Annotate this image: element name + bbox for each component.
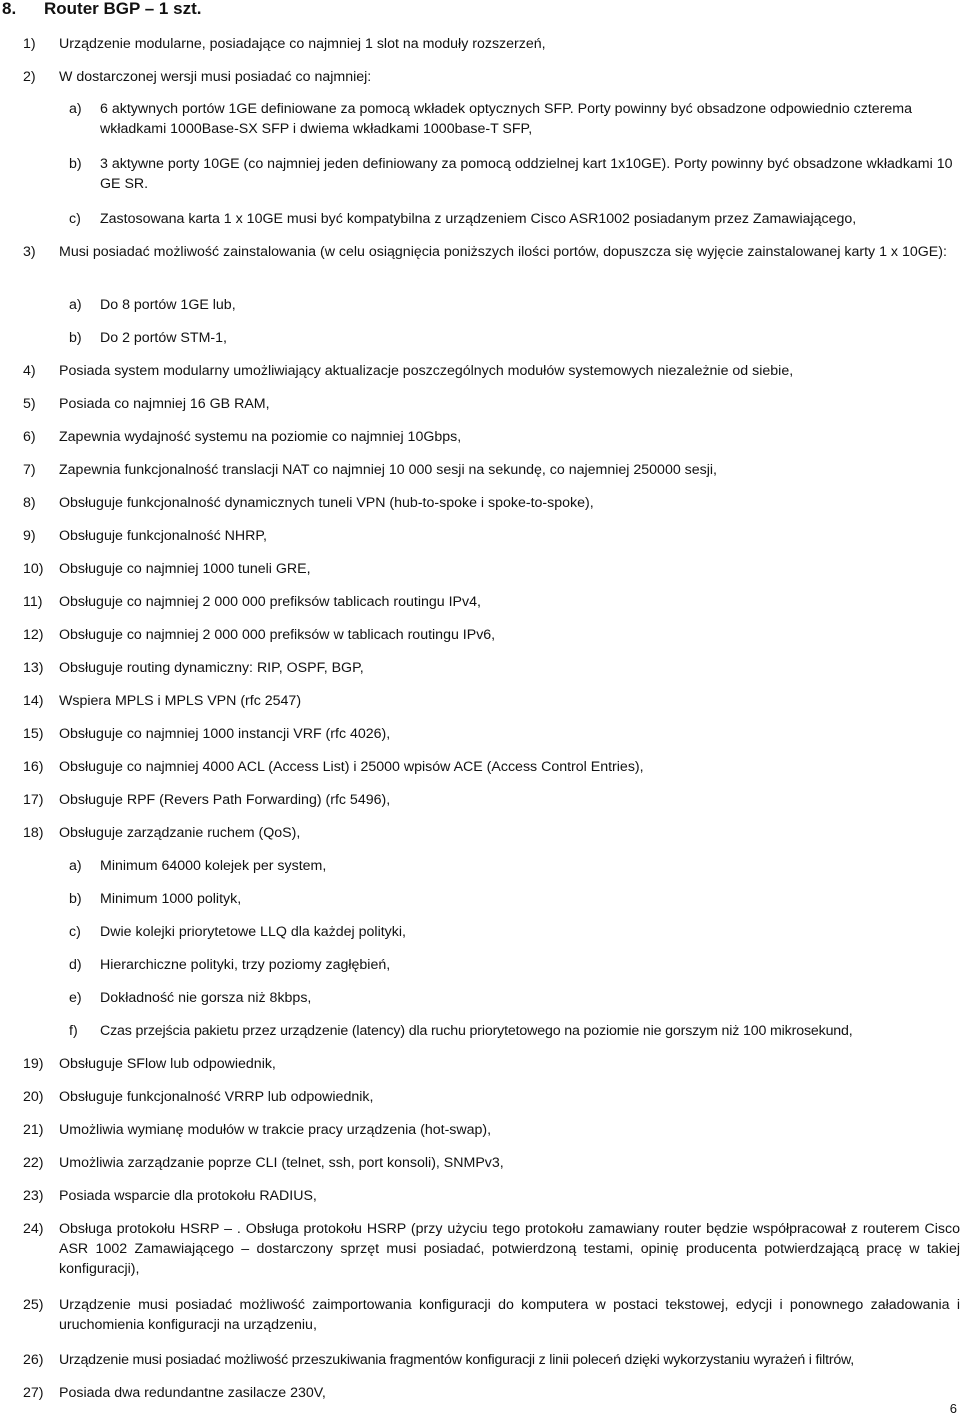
section-title-text: Router BGP – 1 szt. [44, 0, 202, 18]
list-item-number: 5) [23, 396, 36, 412]
list-item-number: 21) [23, 1122, 44, 1138]
list-item-number: b) [69, 330, 82, 346]
list-item-text: Dokładność nie gorsza niż 8kbps, [100, 990, 312, 1006]
list-item-number: 4) [23, 363, 36, 379]
list-item-text: Urządzenie musi posiadać możliwość przeszukiwania fragmentów konfiguracji z linii poleceń dzięki wykorzystaniu wyrażeń i filtrów, [59, 1352, 855, 1368]
list-item-text: Zapewnia wydajność systemu na poziomie co najmniej 10Gbps, [59, 429, 462, 445]
sub-list-item [69, 154, 959, 196]
list-item-number: a) [69, 101, 82, 117]
list-item-number: 13) [23, 660, 44, 676]
list-item-number: 11) [23, 594, 43, 610]
list-item-text: Posiada dwa redundantne zasilacze 230V, [59, 1385, 326, 1401]
list-item-number: 19) [23, 1056, 44, 1072]
list-item-text: Musi posiadać możliwość zainstalowania (w celu osiągnięcia poniższych ilości portów, dopuszcza się wyjęcie zainstalowanej karty 1 x 10GE): [59, 244, 947, 260]
list-item-number: 15) [23, 726, 44, 742]
list-item-text: Obsługuje co najmniej 1000 instancji VRF (rfc 4026), [59, 726, 391, 742]
list-item-number: f) [69, 1023, 78, 1039]
list-item-number: d) [69, 957, 82, 973]
list-item-number: 20) [23, 1089, 44, 1105]
list-item-number: 22) [23, 1155, 44, 1171]
list-item-text: Zastosowana karta 1 x 10GE musi być kompatybilna z urządzeniem Cisco ASR1002 posiadanym przez Zamawiającego, [100, 211, 857, 227]
list-item-number: a) [69, 858, 82, 874]
list-item-number: 16) [23, 759, 44, 775]
list-item-text: Umożliwia wymianę modułów w trakcie pracy urządzenia (hot-swap), [59, 1122, 492, 1138]
list-item-text: Obsługuje co najmniej 2 000 000 prefiksów w tablicach routingu IPv6, [59, 627, 496, 643]
list-item-text: Wspiera MPLS i MPLS VPN (rfc 2547) [59, 693, 302, 709]
page-number: 6 [949, 1401, 957, 1416]
list-item-text: Obsługuje zarządzanie ruchem (QoS), [59, 825, 301, 841]
section-title [2, 0, 201, 19]
list-item-text: Urządzenie musi posiadać możliwość zaimportowania konfiguracji do komputera w postaci tekstowej, edycji i ponownego załadowania i uruchomienia konfiguracji na urządzeniu, [59, 1297, 960, 1333]
list-item-text: Obsługuje funkcjonalność NHRP, [59, 528, 267, 544]
list-item-number: 24) [23, 1221, 44, 1237]
list-item-text: Obsługuje RPF (Revers Path Forwarding) (rfc 5496), [59, 792, 391, 808]
list-item-number: 25) [23, 1297, 44, 1313]
list-item-text: Obsługuje co najmniej 2 000 000 prefiksów tablicach routingu IPv4, [59, 594, 481, 610]
list-item [23, 242, 960, 284]
list-item-number: 2) [23, 69, 36, 85]
list-item-number: c) [69, 211, 81, 227]
list-item-number: 9) [23, 528, 36, 544]
list-item-number: 18) [23, 825, 44, 841]
list-item-number: 27) [23, 1385, 44, 1401]
list-item-number: e) [69, 990, 82, 1006]
list-item-number: 6) [23, 429, 36, 445]
list-item-text: Obsługuje funkcjonalność VRRP lub odpowiednik, [59, 1089, 374, 1105]
list-item-number: 10) [23, 561, 44, 577]
list-item-text: Urządzenie modularne, posiadające co najmniej 1 slot na moduły rozszerzeń, [59, 36, 546, 52]
list-item-text: Umożliwia zarządzanie poprze CLI (telnet, ssh, port konsoli), SNMPv3, [59, 1155, 504, 1171]
list-item-number: 26) [23, 1352, 44, 1368]
list-item-number: b) [69, 891, 82, 907]
list-item-number: 7) [23, 462, 36, 478]
list-item-text: Do 8 portów 1GE lub, [100, 297, 236, 313]
list-item-number: c) [69, 924, 81, 940]
list-item-text: Hierarchiczne polityki, trzy poziomy zagłębień, [100, 957, 391, 973]
list-item-number: 1) [23, 36, 36, 52]
list-item-text: Posiada system modularny umożliwiający aktualizacje poszczególnych modułów systemowych niezależnie od siebie, [59, 363, 794, 379]
list-item-number: 8) [23, 495, 36, 511]
list-item-text: Dwie kolejki priorytetowe LLQ dla każdej polityki, [100, 924, 406, 940]
list-item-text: Obsługuje routing dynamiczny: RIP, OSPF, BGP, [59, 660, 364, 676]
list-item-number: 12) [23, 627, 44, 643]
list-item-text: Do 2 portów STM-1, [100, 330, 227, 346]
list-item [23, 1219, 960, 1281]
list-item-number: 14) [23, 693, 44, 709]
sub-list-item [69, 99, 959, 141]
list-item-text: 3 aktywne porty 10GE (co najmniej jeden definiowany za pomocą oddzielnej kart 1x10GE). Porty powinny być obsadzone wkładkami 10 GE SR. [100, 156, 953, 192]
list-item-text: Obsługa protokołu HSRP – . Obsługa protokołu HSRP (przy użyciu tego protokołu zamawiany router będzie współpracował z routerem Cisco ASR 1002 Zamawiającego – dostarczony sprzęt musi posiadać, potwierdzoną testami, opinię producenta potwierdzającą pracę w takiej konfiguracji), [59, 1221, 960, 1277]
list-item-text: Zapewnia funkcjonalność translacji NAT co najmniej 10 000 sesji na sekundę, co najemniej 250000 sesji, [59, 462, 717, 478]
list-item-number: b) [69, 156, 82, 172]
list-item-text: Obsługuje co najmniej 1000 tuneli GRE, [59, 561, 311, 577]
list-item-text: Czas przejścia pakietu przez urządzenie (latency) dla ruchu priorytetowego na poziomie nie gorszym niż 100 mikrosekund, [100, 1023, 853, 1039]
list-item-text: 6 aktywnych portów 1GE definiowane za pomocą wkładek optycznych SFP. Porty powinny być obsadzone odpowiednio czterema wkładkami 1000Base-SX SFP i dwiema wkładkami 1000base-T SFP, [100, 101, 913, 137]
list-item-number: 23) [23, 1188, 44, 1204]
list-item-text: Minimum 64000 kolejek per system, [100, 858, 327, 874]
list-item-text: W dostarczonej wersji musi posiadać co najmniej: [59, 69, 372, 85]
list-item-text: Obsługuje SFlow lub odpowiednik, [59, 1056, 276, 1072]
list-item-text: Minimum 1000 polityk, [100, 891, 242, 907]
list-item-text: Obsługuje co najmniej 4000 ACL (Access List) i 25000 wpisów ACE (Access Control Entries), [59, 759, 644, 775]
list-item-text: Posiada co najmniej 16 GB RAM, [59, 396, 270, 412]
list-item-text: Posiada wsparcie dla protokołu RADIUS, [59, 1188, 317, 1204]
list-item-number: a) [69, 297, 82, 313]
list-item [23, 1295, 960, 1337]
list-item-number: 3) [23, 244, 36, 260]
section-number: 8. [2, 0, 17, 18]
list-item-number: 17) [23, 792, 44, 808]
list-item-text: Obsługuje funkcjonalność dynamicznych tuneli VPN (hub-to-spoke i spoke-to-spoke), [59, 495, 594, 511]
